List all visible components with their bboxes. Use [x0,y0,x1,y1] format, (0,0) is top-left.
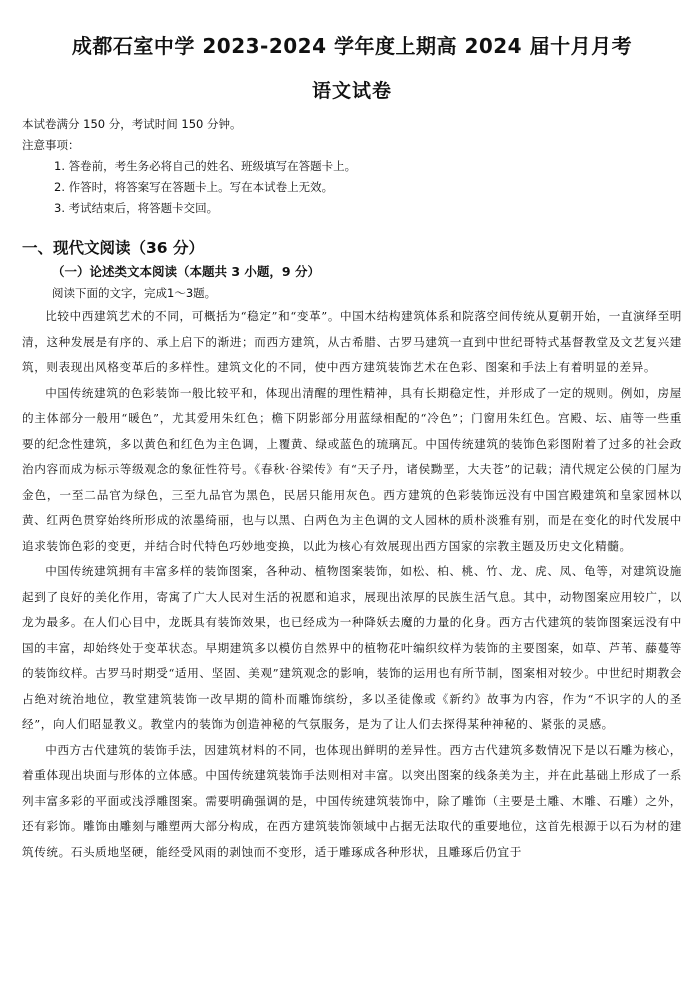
notice-list [22,156,682,219]
exam-title: 成都石室中学 2023-2024 学年度上期高 2024 届十月月考 [71,34,633,58]
section-title: 一、现代文阅读（36 分） [22,239,204,257]
reading-instruction: 阅读下面的文字，完成1～3题。 [52,286,217,300]
exam-subtitle: 语文试卷 [311,80,392,102]
passage-paragraph: 中国传统建筑拥有丰富多样的装饰图案，各种动、植物图案装饰，如松、柏、桃、竹、龙、虎、凤、龟等，对建筑设施起到了良好的美化作用，寄寓了广大人民对生活的祝愿和追求，展现出浓厚的民族生活气息。其中，动物图案应用较广，以龙为最多。在人们心目中，龙既具有装饰效果，也已经成为一种降妖去魔的力量的化身。西方古代建筑的装饰图案远没有中国的丰富，却始终处于变革状态。早期建筑多以模仿自然界中的植物花叶编织纹样为装饰的主要图案，如草、芦苇、藤蔓等的装饰纹样。古罗马时期受“适用、坚固、美观”建筑观念的影响，装饰的运用也有所节制，图案相对较少。中世纪时期教会占绝对统治地位，教堂建筑装饰一改早期的简朴而雕饰缤纷，多以圣徒像或《新约》故事为内容，作为“不识字的人的圣经”，向人们昭显教义。教堂内的装饰为创造神秘的气氛服务，是为了让人们去探得某种神秘的、紧张的灵感。 [22,564,682,731]
notice-item: 3. 考试结束后，将答题卡交回。 [54,201,219,215]
passage-paragraph: 比较中西建筑艺术的不同，可概括为“稳定”和“变革”。中国木结构建筑体系和院落空间传统从夏朝开始，一直演绎至明清，这种发展是有序的、承上启下的渐进；而西方建筑，从古希腊、古罗马建筑一直到中世纪哥特式基督教堂及文艺复兴建筑，则表现出风格变革后的多样性。建筑文化的不同，使中西方建筑装饰艺术在色彩、图案和手法上有着明显的差异。 [22,309,682,374]
score-line: 本试卷满分 150 分，考试时间 150 分钟。 [22,117,242,131]
passage-paragraph: 中西方古代建筑的装饰手法，因建筑材料的不同，也体现出鲜明的差异性。西方古代建筑多数情况下是以石雕为核心，着重体现出块面与形体的立体感。中国传统建筑装饰手法则相对丰富。以突出图案的线条美为主，并在此基础上形成了一系列丰富多彩的平面或浅浮雕图案。需要明确强调的是，中国传统建筑装饰中，除了雕饰（主要是土雕、木雕、石雕）之外，还有彩饰。雕饰由雕刻与雕塑两大部分构成，在西方建筑装饰领域中占据无法取代的重要地位，这首先根源于以石为材的建筑传统。石头质地坚硬，能经受风雨的剥蚀而不变形，适于雕琢成各种形状，且雕琢后仍宜于 [22,742,682,859]
passage-paragraph: 中国传统建筑的色彩装饰一般比较平和，体现出清醒的理性精神，具有长期稳定性，并形成了一定的规则。例如，房屋的主体部分一般用“暖色”，尤其爱用朱红色；檐下阴影部分用蓝绿相配的“冷色”；门窗用朱红色。宫殿、坛、庙等一些重要的纪念性建筑，多以黄色和红色为主色调，上覆黄、绿或蓝色的琉璃瓦。中国传统建筑的装饰色彩图附着了过多的社会政治内容而成为标示等级观念的象征性符号。《春秋·谷梁传》有“天子丹，诸侯黝垩，大夫苍”的记载；清代规定公侯的门屋为金色，一至二品官为绿色，三至九品官为黑色，民居只能用灰色。西方建筑的色彩装饰远没有中国宫殿建筑和皇家园林以黄、红两色贯穿始终所形成的浓墨绮丽，也与以黑、白两色为主色调的文人园林的质朴淡雅有别，而是在变化的时代发展中追求装饰色彩的变更，并结合时代特色巧妙地变换，以此为核心有效展现出西方国家的宗教主题及历史文化精髓。 [22,385,682,553]
notice-item: 2. 作答时，将答案写在答题卡上。写在本试卷上无效。 [54,180,334,194]
notice-item: 1. 答卷前，考生务必将自己的姓名、班级填写在答题卡上。 [54,159,357,173]
subsection-title: （一）论述类文本阅读（本题共 3 小题，9 分） [52,264,320,279]
notice-heading: 注意事项： [22,138,80,152]
reading-passage [22,304,682,865]
exam-meta [22,114,682,219]
